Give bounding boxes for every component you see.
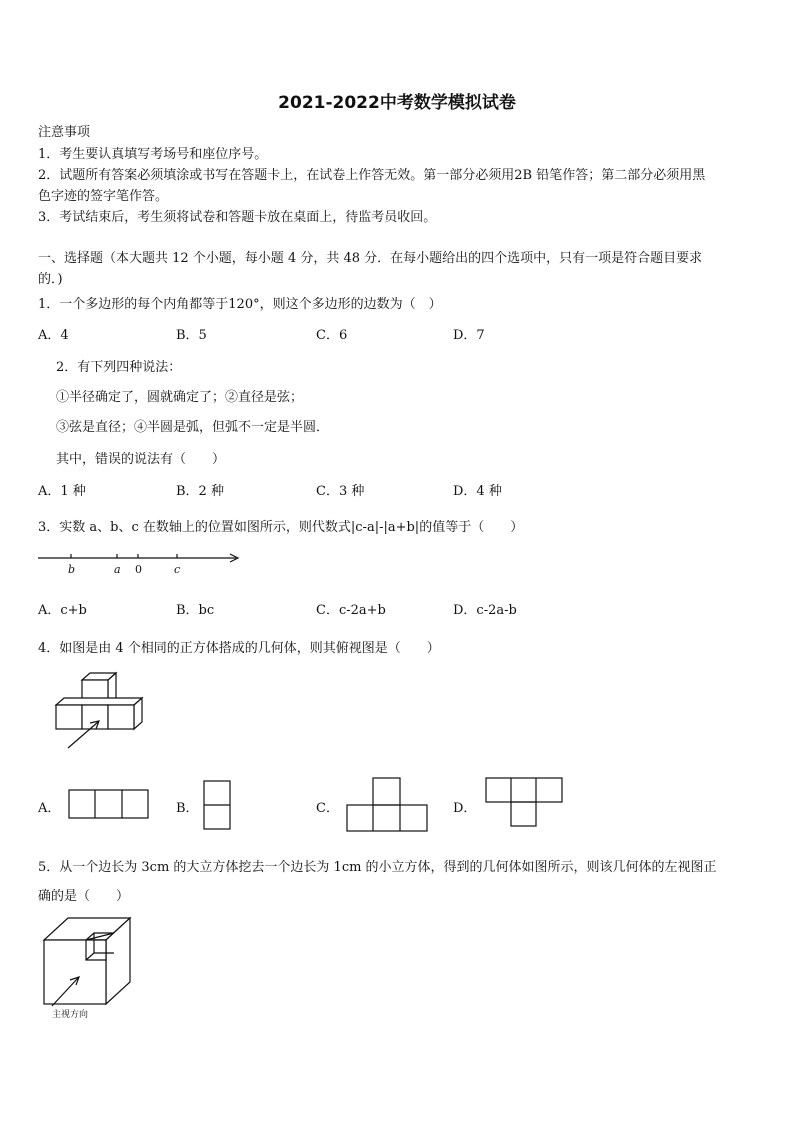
- section-heading: 一、选择题（本大题共 12 个小题，每小题 4 分，共 48 分．在每小题给出的四个选项中，只有一项是符合题目要求: [38, 251, 703, 266]
- section-heading-cont: 的．): [38, 272, 63, 287]
- axis-label-c: c: [174, 563, 181, 576]
- axis-label-a: a: [114, 563, 121, 576]
- question-5-stem-cont: 确的是（ ）: [38, 889, 130, 904]
- q4-option-c: C．: [316, 801, 339, 816]
- q2-option-a: A．1 种: [38, 484, 86, 499]
- q4-option-a: A．: [38, 801, 61, 816]
- question-3-stem: 3．实数 a、b、c 在数轴上的位置如图所示，则代数式|c-a|-|a+b|的值等于（ ）: [38, 520, 524, 535]
- question-4-stem: 4．如图是由 4 个相同的正方体搭成的几何体，则其俯视图是（ ）: [38, 641, 440, 656]
- q1-option-c: C．6: [316, 328, 348, 343]
- q4-option-b-figure: [203, 780, 233, 832]
- page-title: 2021-2022中考数学模拟试卷: [278, 93, 516, 113]
- axis-label-zero: 0: [135, 563, 142, 576]
- notice-item: 1．考生要认真填写考场号和座位序号。: [38, 147, 268, 162]
- view-direction-caption: 主视方向: [52, 1010, 89, 1020]
- q1-option-d: D．7: [453, 328, 485, 343]
- notice-item: 3．考试结束后，考生须将试卷和答题卡放在桌面上，待监考员收回。: [38, 210, 437, 225]
- question-5-stem: 5．从一个边长为 3cm 的大立方体挖去一个边长为 1cm 的小立方体，得到的几何体如图所示，则该几何体的左视图正: [38, 860, 717, 875]
- q4-option-c-figure: [346, 777, 430, 833]
- q3-option-c: C．c-2a+b: [316, 603, 386, 618]
- notice-heading: 注意事项: [38, 125, 91, 140]
- axis-label-b: b: [68, 563, 76, 576]
- question-1-stem: 1．一个多边形的每个内角都等于120°，则这个多边形的边数为（ ）: [38, 297, 442, 312]
- number-line-figure: [36, 548, 246, 580]
- q2-option-d: D．4 种: [453, 484, 502, 499]
- question-2-prompt: 其中，错误的说法有（ ）: [56, 452, 226, 467]
- q3-option-b: B．bc: [176, 603, 215, 618]
- q4-option-d: D．: [453, 801, 477, 816]
- q2-option-c: C．3 种: [316, 484, 365, 499]
- q3-option-a: A．c+b: [38, 603, 87, 618]
- q4-option-d-figure: [485, 777, 569, 839]
- cube-stack-figure: [50, 670, 170, 762]
- q1-option-a: A．4: [38, 328, 69, 343]
- question-2-statement: ①半径确定了，圆就确定了；②直径是弦；: [56, 390, 304, 405]
- question-2-statement: ③弦是直径；④半圆是弧，但弧不一定是半圆．: [56, 420, 330, 435]
- notice-item: 色字迹的签字笔作答。: [38, 189, 169, 204]
- q4-option-a-figure: [68, 789, 150, 821]
- question-2-stem: 2．有下列四种说法：: [56, 360, 182, 375]
- hollow-cube-figure: [40, 912, 140, 1022]
- q3-option-d: D．c-2a-b: [453, 603, 517, 618]
- notice-item: 2．试题所有答案必须填涂或书写在答题卡上，在试卷上作答无效。第一部分必须用2B 铅笔作答；第二部分必须用黑: [38, 168, 706, 183]
- q2-option-b: B．2 种: [176, 484, 224, 499]
- q4-option-b: B．: [176, 801, 199, 816]
- q1-option-b: B．5: [176, 328, 207, 343]
